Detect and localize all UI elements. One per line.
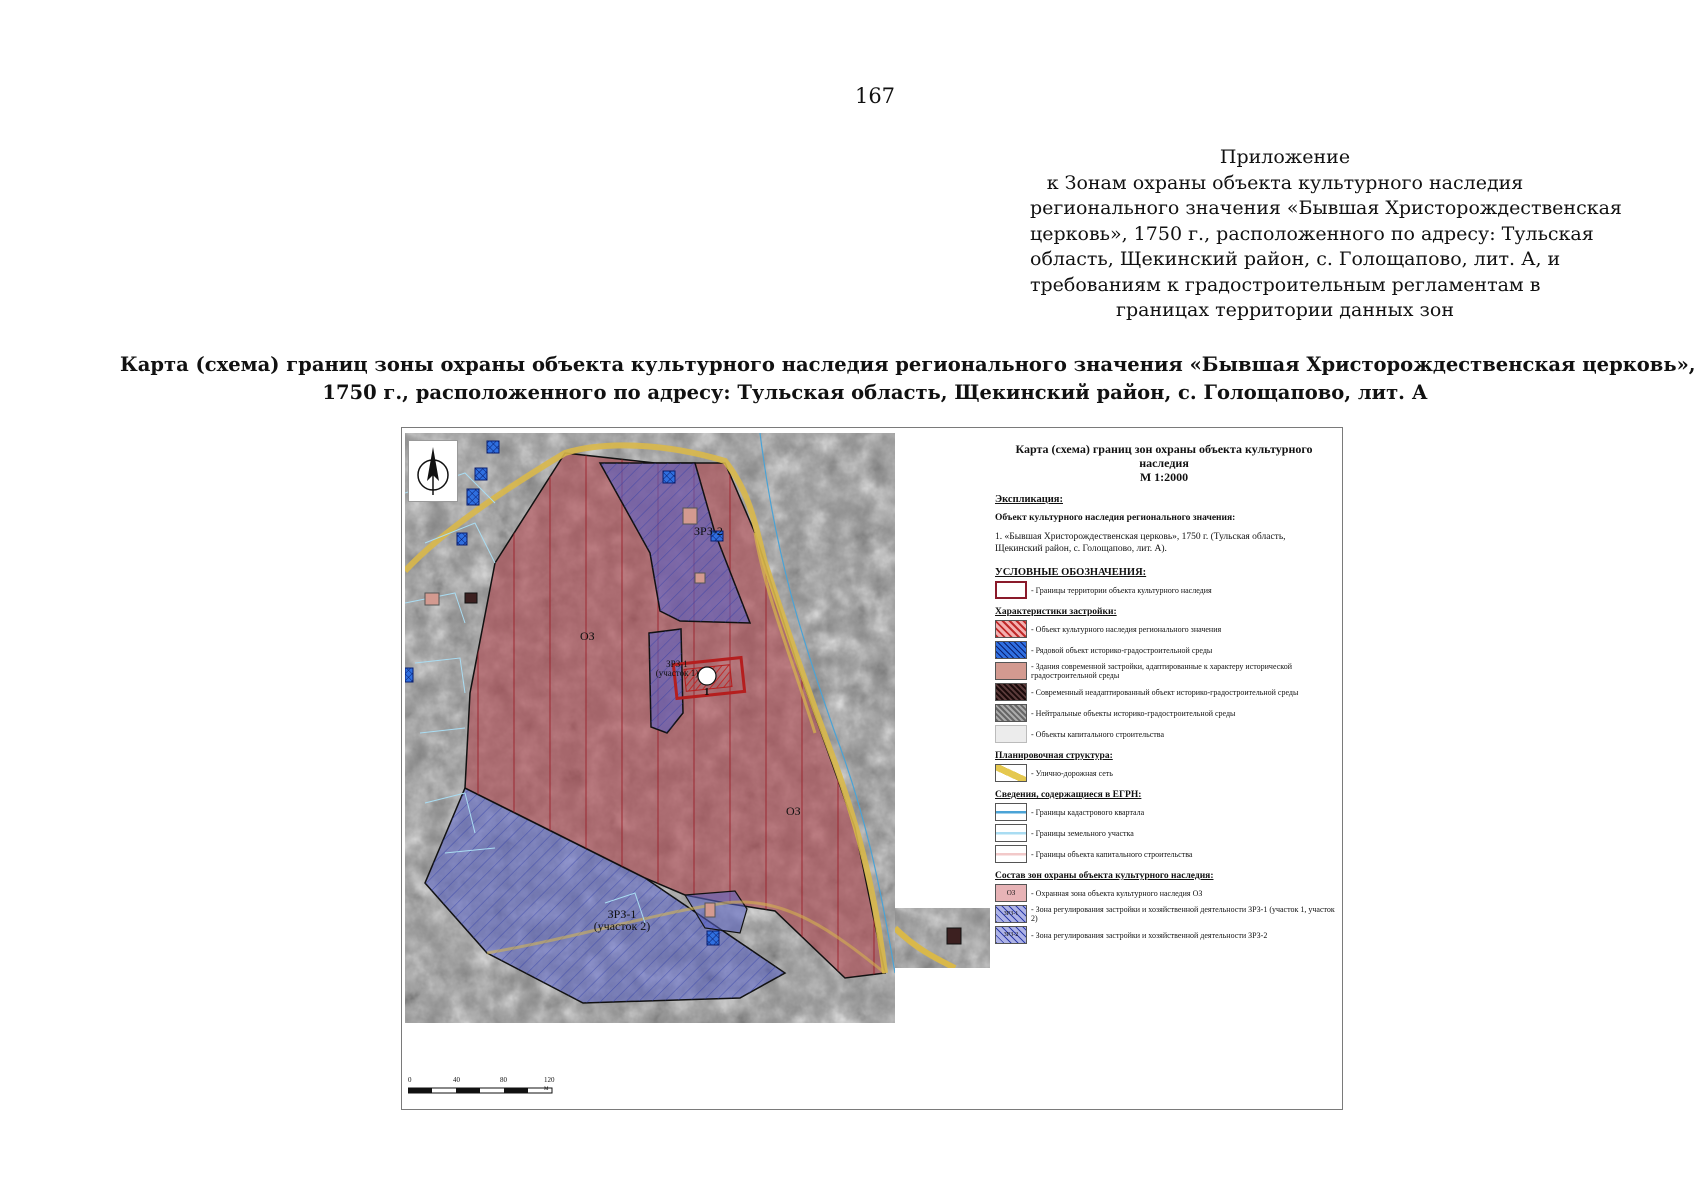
legend-building-heading: Характеристики застройки: [995,607,1117,617]
legend-label: - Здания современной застройки, адаптированные к характеру исторической градостроительной среды [1031,662,1293,680]
appendix-line: регионального значения «Бывшая Христорождественская [1030,197,1622,219]
legend-symbols-heading: УСЛОВНЫЕ ОБОЗНАЧЕНИЯ: [995,567,1147,578]
label-zrz1-section1-part: (участок 1) [655,668,699,678]
oz-swatch: ОЗ [995,884,1027,902]
parcel-swatch [995,824,1027,842]
legend-planning-heading: Планировочная структура: [995,751,1113,761]
legend-row [995,905,1338,923]
row-object [405,668,413,682]
legend-row [995,662,1338,680]
modern-building [425,593,439,605]
legend-label: - Рядовой объект историко-градостроительной среды [1031,645,1213,655]
legend-egrn-heading: Сведения, содержащиеся в ЕГРН: [995,790,1142,800]
legend-object-text: 1. «Бывшая Христорождественская церковь», 1750 г. (Тульская область, Щекинский район, с. Голощапово, лит. А). [995,532,1286,554]
row-object [475,468,487,480]
map-legend [990,434,1338,939]
legend-row [995,824,1338,842]
non-adapted-building [465,593,477,603]
appendix-line: Приложение [1219,146,1351,168]
row-object-swatch [995,641,1027,659]
map-canvas [405,433,895,1023]
road-swatch [995,764,1027,782]
label-zrz1-section1 [647,660,707,678]
building-outline-swatch [995,845,1027,863]
non-adapted-swatch [995,683,1027,701]
map-canvas-edge [895,908,990,968]
legend-row [995,764,1338,782]
label-zrz1-section2-part: (участок 2) [593,919,651,933]
legend-zones-heading: Состав зон охраны объекта культурного наследия: [995,871,1214,881]
label-zrz2: ЗРЗ-2 [694,524,723,538]
legend-explication-heading: Экспликация: [995,494,1063,505]
north-arrow [408,440,458,502]
scale-label: 120 м [544,1076,555,1092]
legend-row [995,926,1338,944]
legend-label: - Объект культурного наследия регионального значения [1031,624,1222,634]
row-object [457,533,467,545]
legend-title-line: Карта (схема) границ зон охраны объекта культурного наследия [1015,442,1313,470]
capital-swatch [995,725,1027,743]
legend-label: - Зона регулирования застройки и хозяйственной деятельности ЗРЗ-2 [1031,930,1268,940]
appendix-line: границах территории данных зон [1116,299,1454,321]
cadastral-swatch [995,803,1027,821]
legend-row [995,641,1338,659]
legend-label: - Современный неадаптированный объект историко-градостроительной среды [1031,687,1299,697]
modern-building [683,508,697,524]
legend-scale: М 1:2000 [1139,470,1189,484]
label-object-number: 1 [704,686,710,698]
label-zrz1-section2 [582,908,662,932]
appendix-caption [1030,145,1622,324]
row-object [663,471,675,483]
zrz1-swatch: ЗРЗ-1 [995,905,1027,923]
legend-row [995,725,1338,743]
row-object [487,441,499,453]
heritage-swatch [995,620,1027,638]
zone-zrz1-section1-hatch [649,629,683,733]
map-title [120,351,1696,407]
page-number: 167 [854,84,896,108]
modern-building [695,573,705,583]
territory-border-swatch [995,581,1027,599]
map-title-line: Карта (схема) границ зоны охраны объекта культурного наследия регионального значения «Бывшая Христорождественская церковь», [120,353,1696,376]
legend-label: - Улично-дорожная сеть [1031,768,1113,778]
label-oz-left: ОЗ [580,629,595,643]
row-object [707,931,719,945]
label-zrz1-section1-code: ЗРЗ-1 [666,659,688,669]
legend-label: - Охранная зона объекта культурного наследия ОЗ [1031,888,1203,898]
legend-title [990,442,1338,484]
legend-row [995,845,1338,863]
legend-row [995,620,1338,638]
appendix-line: область, Щекинский район, с. Голощапово, лит. А, и [1030,248,1561,270]
legend-row [995,683,1338,701]
appendix-line: церковь», 1750 г., расположенного по адресу: Тульская [1030,222,1594,245]
scale-label: 0 [408,1076,412,1084]
adapted-building-swatch [995,662,1027,680]
label-oz-right: ОЗ [786,804,801,818]
appendix-line: к Зонам охраны объекта культурного наследия [1046,171,1524,194]
zrz2-swatch: ЗРЗ-2 [995,926,1027,944]
legend-row [995,581,1338,599]
legend-row [995,803,1338,821]
legend-object-heading: Объект культурного наследия регионального значения: [995,513,1236,523]
legend-label: - Объекты капитального строительства [1031,729,1165,739]
scale-label: 40 [453,1076,460,1084]
scale-bar [408,1076,558,1108]
legend-label: - Границы земельного участка [1031,828,1134,838]
legend-label: - Границы объекта капитального строительства [1031,849,1193,859]
row-object [467,489,479,505]
legend-label: - Нейтральные объекты историко-градостроительной среды [1031,708,1236,718]
north-arrow-icon [409,441,457,501]
map-frame [401,427,1343,1110]
scale-bar-graphic [408,1076,558,1104]
legend-label: - Зона регулирования застройки и хозяйственной деятельности ЗРЗ-1 (участок 1, участок 2) [1031,905,1335,923]
scale-label: 80 [500,1076,507,1084]
legend-row [995,704,1338,722]
label-zrz1-section2-code: ЗРЗ-1 [607,907,637,921]
appendix-line: требованиям к градостроительным регламентам в [1030,273,1541,296]
legend-row [995,884,1338,902]
neutral-swatch [995,704,1027,722]
modern-building [705,903,715,917]
legend-label: - Границы территории объекта культурного наследия [1031,585,1212,595]
map-title-line: 1750 г., расположенного по адресу: Тульская область, Щекинский район, с. Голощапово, лит. А [322,381,1428,404]
legend-label: - Границы кадастрового квартала [1031,807,1145,817]
